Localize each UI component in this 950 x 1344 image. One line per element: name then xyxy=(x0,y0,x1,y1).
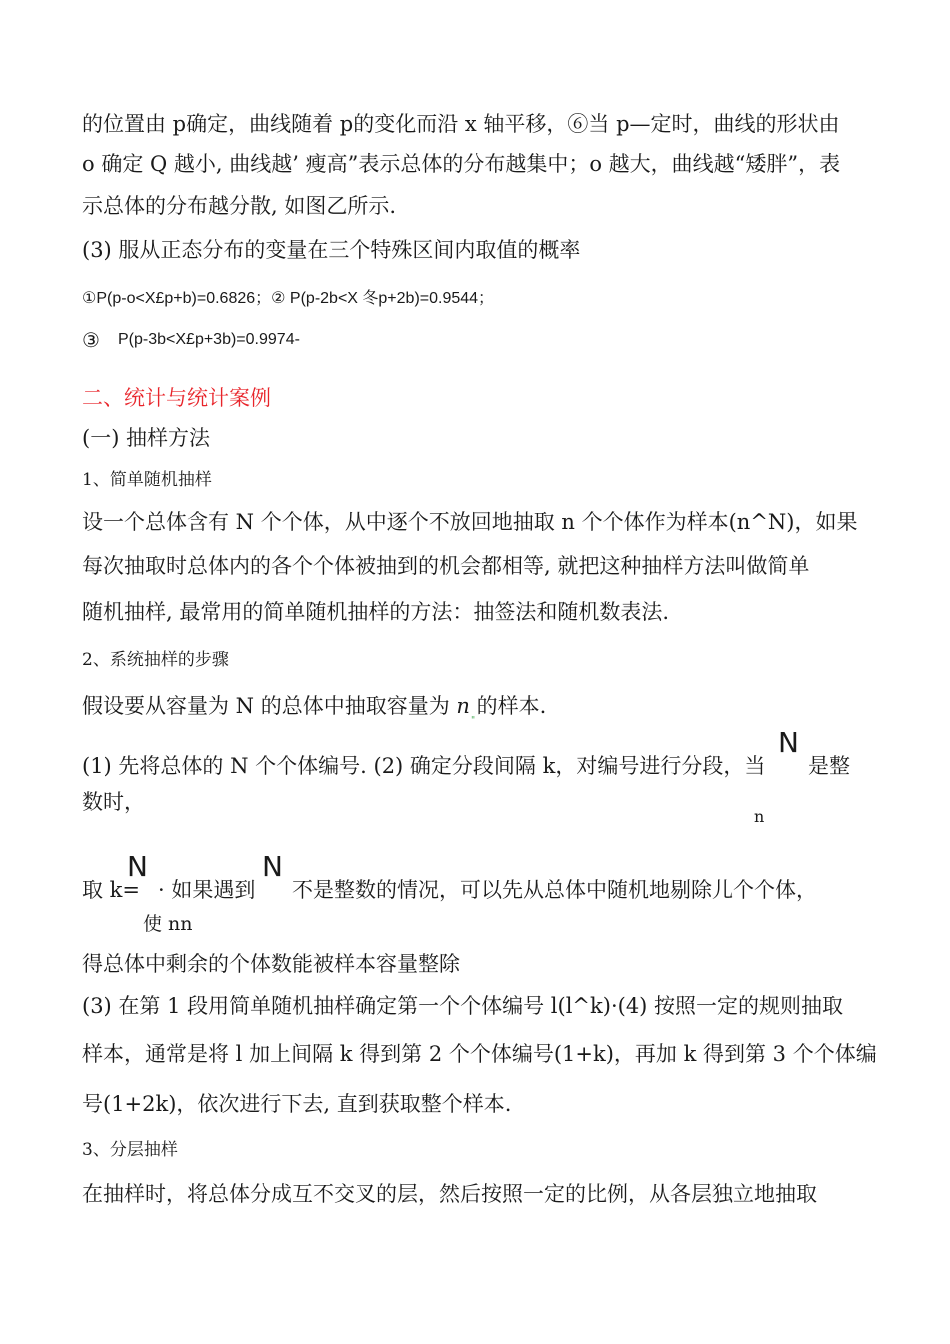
section-heading: 二、统计与统计案例 xyxy=(82,386,271,410)
item-heading: 2、系统抽样的步骤 xyxy=(82,650,229,670)
formula-line: ①P(p-o<X£p+b)=0.6826；② P(p-2b<X 冬p+2b)=0.9544； xyxy=(82,290,495,307)
variable-n: n xyxy=(456,694,470,718)
subsection-heading: (一) 抽样方法 xyxy=(82,426,211,450)
text-line xyxy=(82,692,546,720)
formula-line: P(p-3b<X£p+3b)=0.9974- xyxy=(118,331,300,348)
text-line: 示总体的分布越分散, 如图乙所示. xyxy=(82,194,397,218)
text-segment: 使 nn xyxy=(143,913,193,935)
item-heading: 3、分层抽样 xyxy=(82,1140,178,1160)
text-line: 随机抽样, 最常用的简单随机抽样的方法：抽签法和随机数表法. xyxy=(82,600,670,624)
formula-marker: ③ xyxy=(82,330,100,352)
text-segment: 是整 xyxy=(808,754,850,778)
text-segment: · 如果遇到 xyxy=(158,878,256,902)
text-line: 号(1+2k)，依次进行下去, 直到获取整个样本. xyxy=(82,1092,512,1116)
text-line: 数时， xyxy=(82,790,145,814)
text-line: (3) 在第 1 段用简单随机抽样确定第一个个体编号 l(l^k)·(4) 按照一定的规则抽取 xyxy=(82,994,844,1018)
fraction-numerator: N xyxy=(262,850,283,883)
text-line: 样本，通常是将 l 加上间隔 k 得到第 2 个个体编号(1+k)，再加 k 得到第 3 个个体编 xyxy=(82,1042,877,1066)
fraction-numerator: N xyxy=(778,726,799,759)
text-line: 设一个总体含有 N 个个体，从中逐个不放回地抽取 n 个个体作为样本(n^N)，如果 xyxy=(82,510,858,534)
text-line: 在抽样时，将总体分成互不交叉的层，然后按照一定的比例，从各层独立地抽取 xyxy=(82,1182,817,1206)
text-line: 取 k= xyxy=(82,878,140,902)
text-line: (3) 服从正态分布的变量在三个特殊区间内取值的概率 xyxy=(82,238,581,262)
text-line: 的位置由 p确定，曲线随着 p的变化而沿 x 轴平移，⑥当 p—定时，曲线的形状由 xyxy=(82,112,840,136)
text-line: o 确定 Q 越小, 曲线越’ 瘦高”表示总体的分布越集中；o 越大，曲线越“矮胖”，表 xyxy=(82,152,841,176)
fraction-denominator: n xyxy=(754,807,765,826)
text-segment: 的样本. xyxy=(476,694,547,718)
text-segment: 不是整数的情况，可以先从总体中随机地剔除儿个个体， xyxy=(292,878,817,902)
text-segment: 假设要从容量为 N 的总体中抽取容量为 xyxy=(82,694,450,718)
text-line: (1) 先将总体的 N 个个体编号. (2) 确定分段间隔 k，对编号进行分段，当 xyxy=(82,754,766,778)
text-line: 每次抽取时总体内的各个个体被抽到的机会都相等, 就把这种抽样方法叫做简单 xyxy=(82,554,810,578)
fraction-numerator: N xyxy=(127,850,148,883)
text-line: 得总体中剩余的个体数能被样本容量整除 xyxy=(82,952,460,976)
stray-mark: " xyxy=(471,716,476,726)
item-heading: 1、简单随机抽样 xyxy=(82,470,212,490)
